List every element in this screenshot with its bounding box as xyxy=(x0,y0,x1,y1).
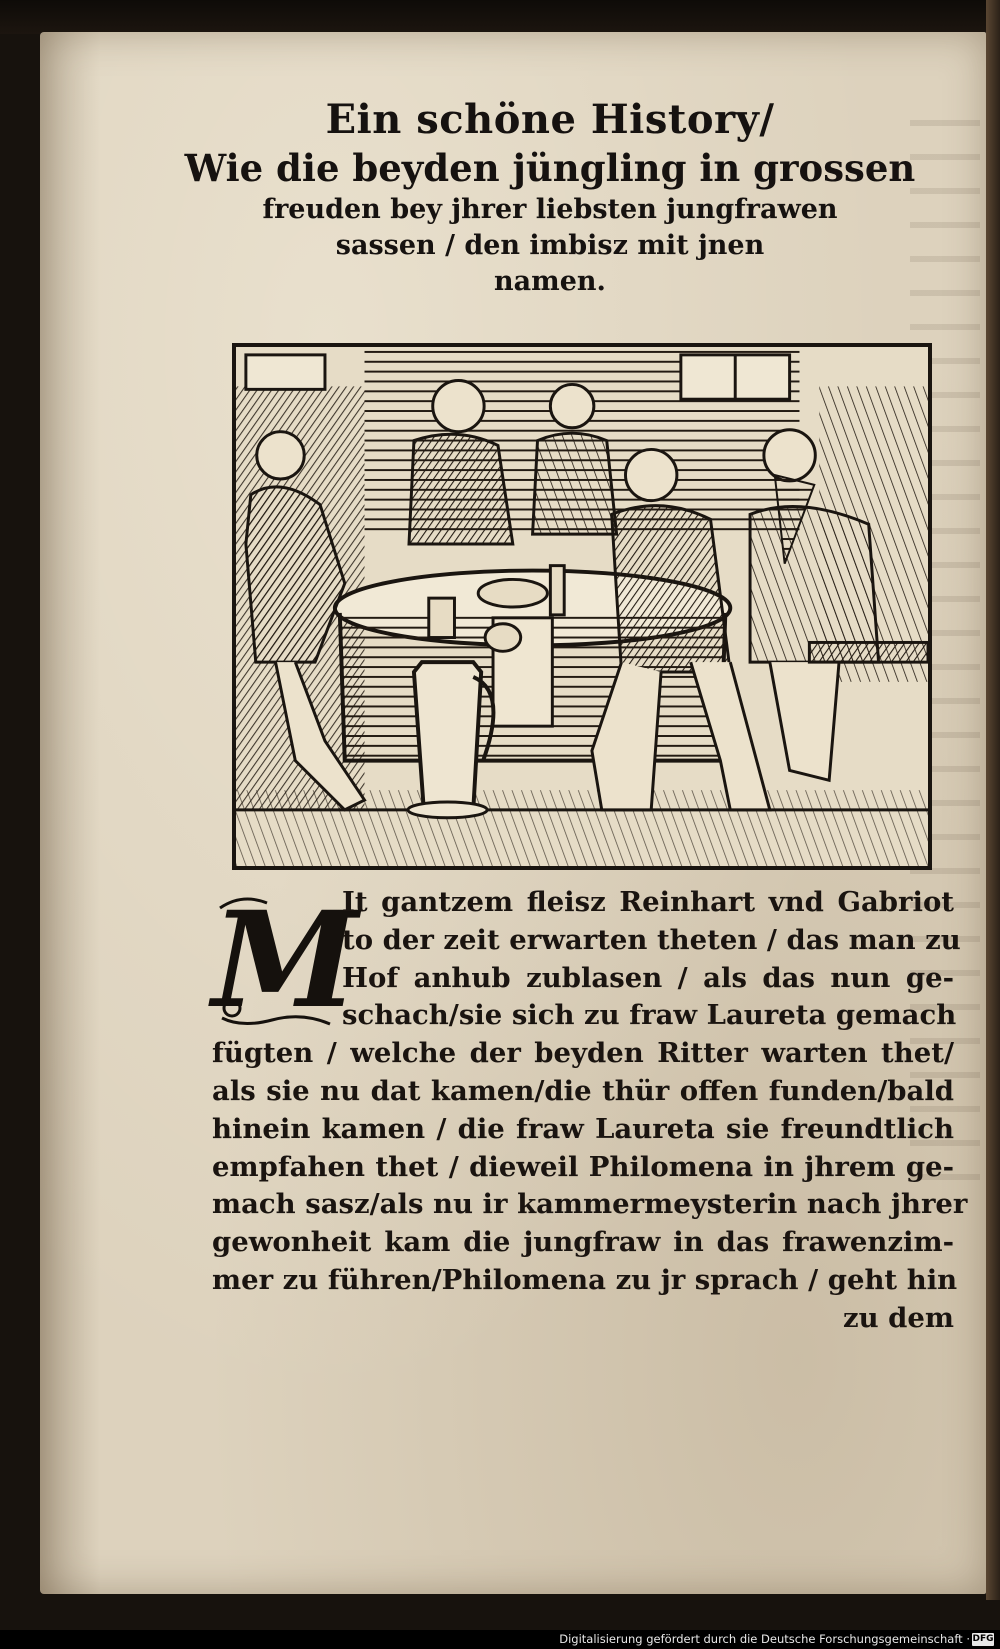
body-line: Hof anhub zublasen / als das nun ge- xyxy=(342,961,954,994)
book-edge-top xyxy=(0,0,1000,34)
body-line: mach sasz/als nu ir kammermeysterin nach jhrer xyxy=(212,1188,968,1221)
body-line: schach/sie sich zu fraw Laureta gemach xyxy=(342,999,957,1032)
heading-line-4: sassen / den imbisz mit jnen xyxy=(335,230,765,261)
body-line: empfahen thet / dieweil Philomena in jhrem ge- xyxy=(212,1150,954,1183)
page-heading xyxy=(150,95,950,299)
catchword: zu dem xyxy=(842,1301,954,1334)
woodcut-illustration xyxy=(232,343,932,870)
body-line: hinein kamen / die fraw Laureta sie freundtlich xyxy=(212,1112,954,1145)
initial-letter: M xyxy=(212,883,359,1038)
funding-credit: Digitalisierung gefördert durch die Deutsche Forschungsgemeinschaft · xyxy=(559,1632,970,1646)
body-line: mer zu führen/Philomena zu jr sprach / geht hin xyxy=(212,1263,958,1296)
heading-line-5: namen. xyxy=(494,266,606,297)
body-line: fügten / welche der beyden Ritter warten thet/ xyxy=(212,1037,954,1070)
body-line: als sie nu dat kamen/die thür offen funden/bald xyxy=(212,1074,954,1107)
heading-line-1: Ein schöne History/ xyxy=(325,96,775,143)
body-text xyxy=(212,884,968,1338)
heading-line-3: freuden bey jhrer liebsten jungfrawen xyxy=(262,194,838,225)
body-line: to der zeit erwarten theten / das man zu xyxy=(342,923,961,956)
book-edge-right xyxy=(986,0,1000,1600)
woodcut-illustration-icon xyxy=(236,347,928,866)
dfg-logo-icon: DFG xyxy=(972,1634,994,1644)
body-line: It gantzem fleisz Reinhart vnd Gabriot xyxy=(342,886,954,918)
body-line: gewonheit kam die jungfraw in das frawenzim- xyxy=(212,1226,954,1259)
heading-line-2: Wie die beyden jüngling in grossen xyxy=(184,146,916,190)
